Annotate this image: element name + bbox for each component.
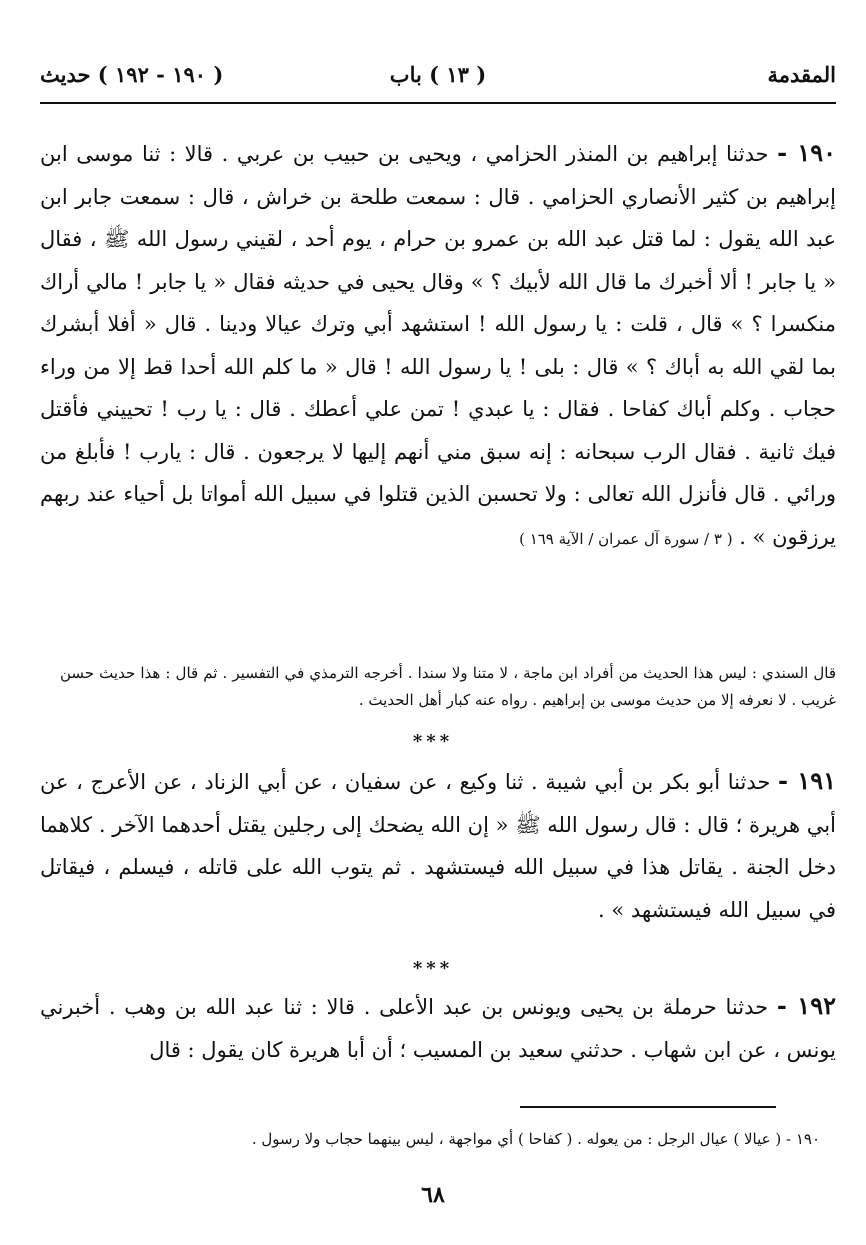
quran-reference: ( ٣ / سورة آل عمران / الآية ١٦٩ ) xyxy=(519,529,733,548)
footnote: ١٩٠ - ( عيالا ) عيال الرجل : من يعوله . ( كفاحا ) أي مواجهة ، ليس بينهما حجاب ولا رسول . xyxy=(251,1130,820,1148)
header-section-title: المقدمة xyxy=(767,62,836,87)
section-separator: *** xyxy=(412,958,454,979)
header-chapter-number: ( ١٣ ) باب xyxy=(389,62,487,87)
commentary-note: قال السندي : ليس هذا الحديث من أفراد ابن ماجة ، لا متنا ولا سندا . أخرجه الترمذي في التفسير . ثم قال : هذا حديث حسن غريب . لا نعرفه إلا من حديث موسى بن إبراهيم . رواه عنه كبار أهل الحديث . xyxy=(60,664,836,709)
running-header xyxy=(40,62,836,100)
page-number: ٦٨ xyxy=(421,1182,445,1208)
footnote-rule xyxy=(520,1106,776,1108)
hadith-190 xyxy=(40,132,836,652)
hadith-number: ١٩٢ - xyxy=(776,991,836,1020)
hadith-191 xyxy=(40,760,836,960)
hadith-text: حدثنا حرملة بن يحيى ويونس بن عبد الأعلى . قالا : ثنا عبد الله بن وهب . أخبرني يونس ، عن ابن شهاب . حدثني سعيد بن المسيب ؛ أن أبا هريرة كان يقول : قال xyxy=(40,995,836,1062)
hadith-192 xyxy=(40,985,836,1075)
section-separator: *** xyxy=(412,731,454,752)
hadith-text: حدثنا أبو بكر بن أبي شيبة . ثنا وكيع ، عن سفيان ، عن أبي الزناد ، عن الأعرج ، عن أبي هريرة ؛ قال : قال رسول الله ﷺ « إن الله يضحك إلى رجلين يقتل أحدهما الآخر . كلاهما دخل الجنة . يقاتل هذا في سبيل الله فيستشهد . ثم يتوب الله على قاتله ، فيسلم ، فيقاتل في سبيل الله فيستشهد » . xyxy=(40,770,836,922)
hadith-number: ١٩١ - xyxy=(778,766,836,795)
header-hadith-range: ( ١٩٠ - ١٩٢ ) حديث xyxy=(40,62,224,87)
hadith-number: ١٩٠ - xyxy=(777,138,836,167)
header-rule xyxy=(40,102,836,104)
hadith-text: حدثنا إبراهيم بن المنذر الحزامي ، ويحيى بن حبيب بن عربي . قالا : ثنا موسى ابن إبراهيم بن كثير الأنصاري الحزامي . قال : سمعت طلحة بن خراش ، قال : سمعت جابر ابن عبد الله يقول : لما قتل عبد الله بن عمرو بن حرام ، يوم أحد ، لقيني رسول الله ﷺ ، فقال « يا جابر ! ألا أخبرك ما قال الله لأبيك ؟ » وقال يحيى في حديثه فقال « يا جابر ! مالي أراك منكسرا ؟ » قال ، قلت : يا رسول الله ! استشهد أبي وترك عيالا ودينا . قال « أفلا أبشرك بما لقي الله به أباك ؟ » قال : بلى ! يا رسول الله ! قال « ما كلم الله أحدا قط إلا من وراء حجاب . وكلم أباك كفاحا . فقال : يا عبدي ! تمن علي أعطك . قال : يا رب ! تحييني فأقتل فيك ثانية . فقال الرب سبحانه : إنه سبق مني أنهم إليها لا يرجعون . قال : يارب ! فأبلغ من ورائي . قال فأنزل الله تعالى : ولا تحسبن الذين قتلوا في سبيل الله أمواتا بل أحياء عند ربهم يرزقون » . xyxy=(40,142,836,549)
